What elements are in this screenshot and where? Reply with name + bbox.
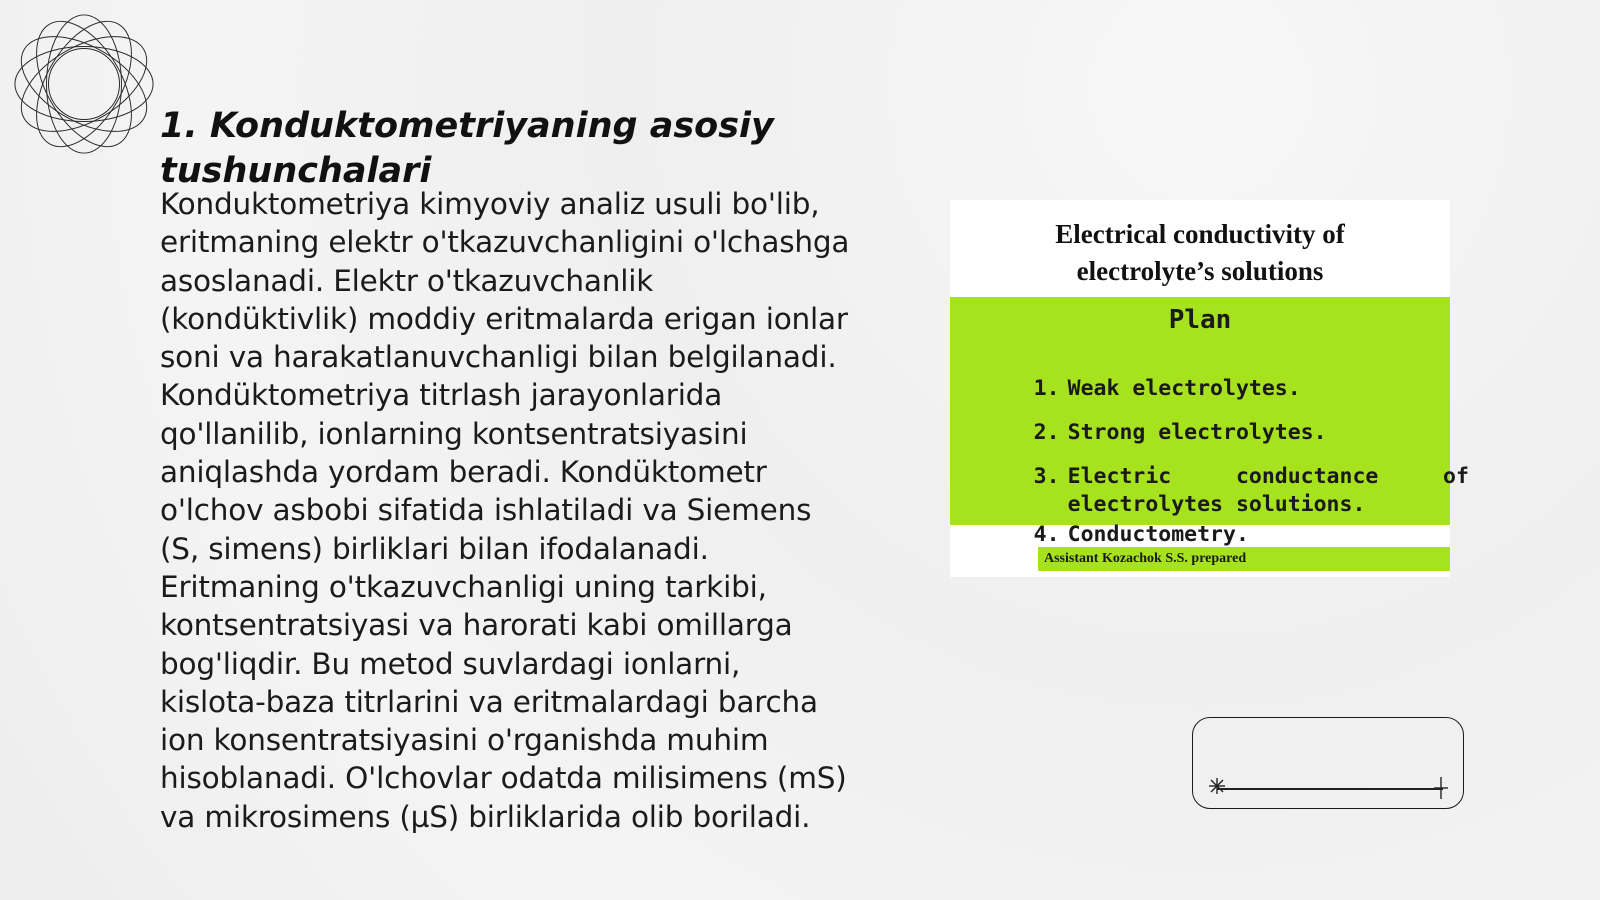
plan-item-number: 1.: [1033, 376, 1060, 401]
cross-marker-icon: [1431, 776, 1451, 800]
slide-body-text: Konduktometriya kimyoviy analiz usuli bo'lib, eritmaning elektr o'tkazuvchanligini o'lchashga asoslanadi. Elektr o'tkazuvchanlik (kondüktivlik) moddiy eritmalarda erigan ionlar soni va harakatlanuvchanligi bilan belgilanadi. Kondüktometriya titrlash jarayonlarida qo'llanilib, ionlarning kontsentratsiyasini aniqlashda yordam beradi. Kondüktometr o'lchov asbobi sifatida ishlatiladi va Siemens (S, simens) birliklari bilan ifodalanadi. Eritmaning o'tkazuvchanligi uning tarkibi, kontsentratsiyasi va harorati kabi omillarga bog'liqdir. Bu metod suvlardagi ionlarni, kislota-baza titrlarini va eritmalardagi barcha ion konsentratsiyasini o'rganishda muhim hisoblanadi. O'lchovlar odatda milisimens (mS) va mikrosimens (µS) birliklarida olib boriladi.: [160, 187, 850, 834]
image-title: [950, 216, 1450, 290]
plan-box: [950, 297, 1469, 547]
decorative-slider-frame: [1192, 717, 1464, 809]
credit-label: Assistant Kozachok S.S. prepared: [1038, 547, 1450, 571]
plan-heading: Plan: [1168, 305, 1232, 335]
plan-item-text: electrolytes solutions.: [1067, 492, 1366, 517]
slider-track: [1217, 788, 1443, 790]
plan-item-text: Weak electrolytes.: [1067, 376, 1301, 401]
plan-item-number: 4.: [1033, 522, 1060, 547]
plan-item-text: Conductometry.: [1067, 522, 1249, 547]
plan-item-number: 2.: [1033, 420, 1060, 445]
sparkle-icon: [1207, 776, 1227, 796]
image-title-line2: electrolyte’s solutions: [1076, 256, 1324, 286]
spirograph-ornament-icon: [10, 10, 158, 158]
plan-item-number: 3.: [1033, 464, 1060, 489]
image-title-line1: Electrical conductivity of: [1055, 219, 1345, 249]
plan-item-text: Strong electrolytes.: [1067, 420, 1327, 445]
embedded-slide-image: [950, 200, 1469, 577]
plan-item-text: Electric conductance of: [1067, 464, 1469, 489]
slide-title: 1. Konduktometriyaning asosiy tushunchalari: [160, 106, 774, 191]
